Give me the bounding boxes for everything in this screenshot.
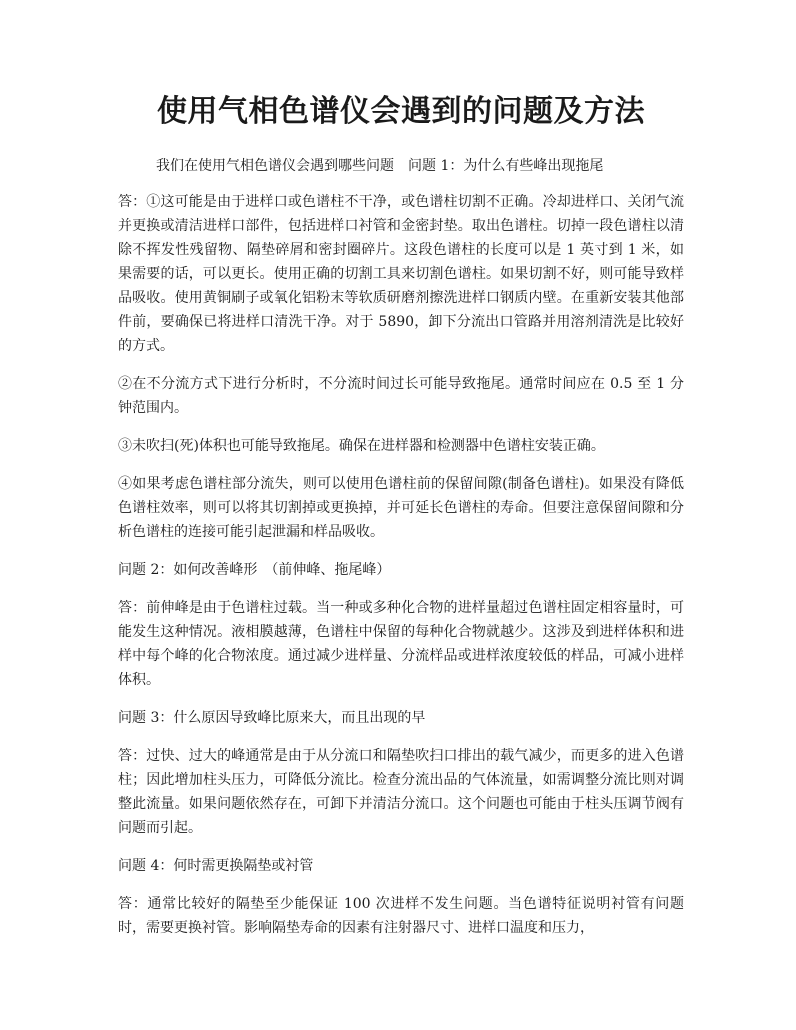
answer-4: 答：通常比较好的隔垫至少能保证 100 次进样不发生问题。当色谱特征说明衬管有问题时，需要更换衬管。影响隔垫寿命的因素有注射器尺寸、进样口温度和压力， xyxy=(118,896,684,936)
question-4: 问题 4：何时需更换隔垫或衬管 xyxy=(118,858,314,874)
question-3: 问题 3：什么原因导致峰比原来大，而且出现的早 xyxy=(118,710,426,726)
answer-1-part-2: ②在不分流方式下进行分析时，不分流时间过长可能导致拖尾。通常时间应在 0.5 至 1 分钟范围内。 xyxy=(118,376,684,416)
question-2: 问题 2：如何改善峰形 （前伸峰、拖尾峰） xyxy=(118,562,391,578)
document-title: 使用气相色谱仪会遇到的问题及方法 xyxy=(157,94,645,129)
intro-paragraph: 我们在使用气相色谱仪会遇到哪些问题 问题 1：为什么有些峰出现拖尾 xyxy=(156,158,604,174)
answer-1-part-4: ④如果考虑色谱柱部分流失，则可以使用色谱柱前的保留间隙(制备色谱柱)。如果没有降低色谱柱效率，则可以将其切割掉或更换掉，并可延长色谱柱的寿命。但要注意保留间隙和分析色谱柱的连接可能引起泄漏和样品吸收。 xyxy=(118,476,684,540)
answer-2: 答：前伸峰是由于色谱柱过载。当一种或多种化合物的进样量超过色谱柱固定相容量时，可能发生这种情况。液相膜越薄，色谱柱中保留的每种化合物就越少。这涉及到进样体积和进样中每个峰的化合物浓度。通过减少进样量、分流样品或进样浓度较低的样品，可减小进样体积。 xyxy=(118,600,684,688)
answer-1-part-1: 答：①这可能是由于进样口或色谱柱不干净，或色谱柱切割不正确。冷却进样口、关闭气流并更换或清洁进样口部件，包括进样口衬管和金密封垫。取出色谱柱。切掉一段色谱柱以清除不挥发性残留物、隔垫碎屑和密封圈碎片。这段色谱柱的长度可以是 1 英寸到 1 米，如果需要的话，可以更长。使用正确的切割工具来切割色谱柱。如果切割不好，则可能导致样品吸收。使用黄铜刷子或氧化铝粉末等软质研磨剂擦洗进样口钢质内壁。在重新安装其他部件前，要确保已将进样口清洗干净。对于 5890，卸下分流出口管路并用溶剂清洗是比较好的方式。 xyxy=(118,194,684,354)
answer-1-part-3: ③未吹扫(死)体积也可能导致拖尾。确保在进样器和检测器中色谱柱安装正确。 xyxy=(118,438,605,454)
answer-3: 答：过快、过大的峰通常是由于从分流口和隔垫吹扫口排出的载气减少，而更多的进入色谱柱；因此增加柱头压力，可降低分流比。检查分流出品的气体流量，如需调整分流比则对调整此流量。如果问题依然存在，可卸下并清洁分流口。这个问题也可能由于柱头压调节阀有问题而引起。 xyxy=(118,748,684,836)
